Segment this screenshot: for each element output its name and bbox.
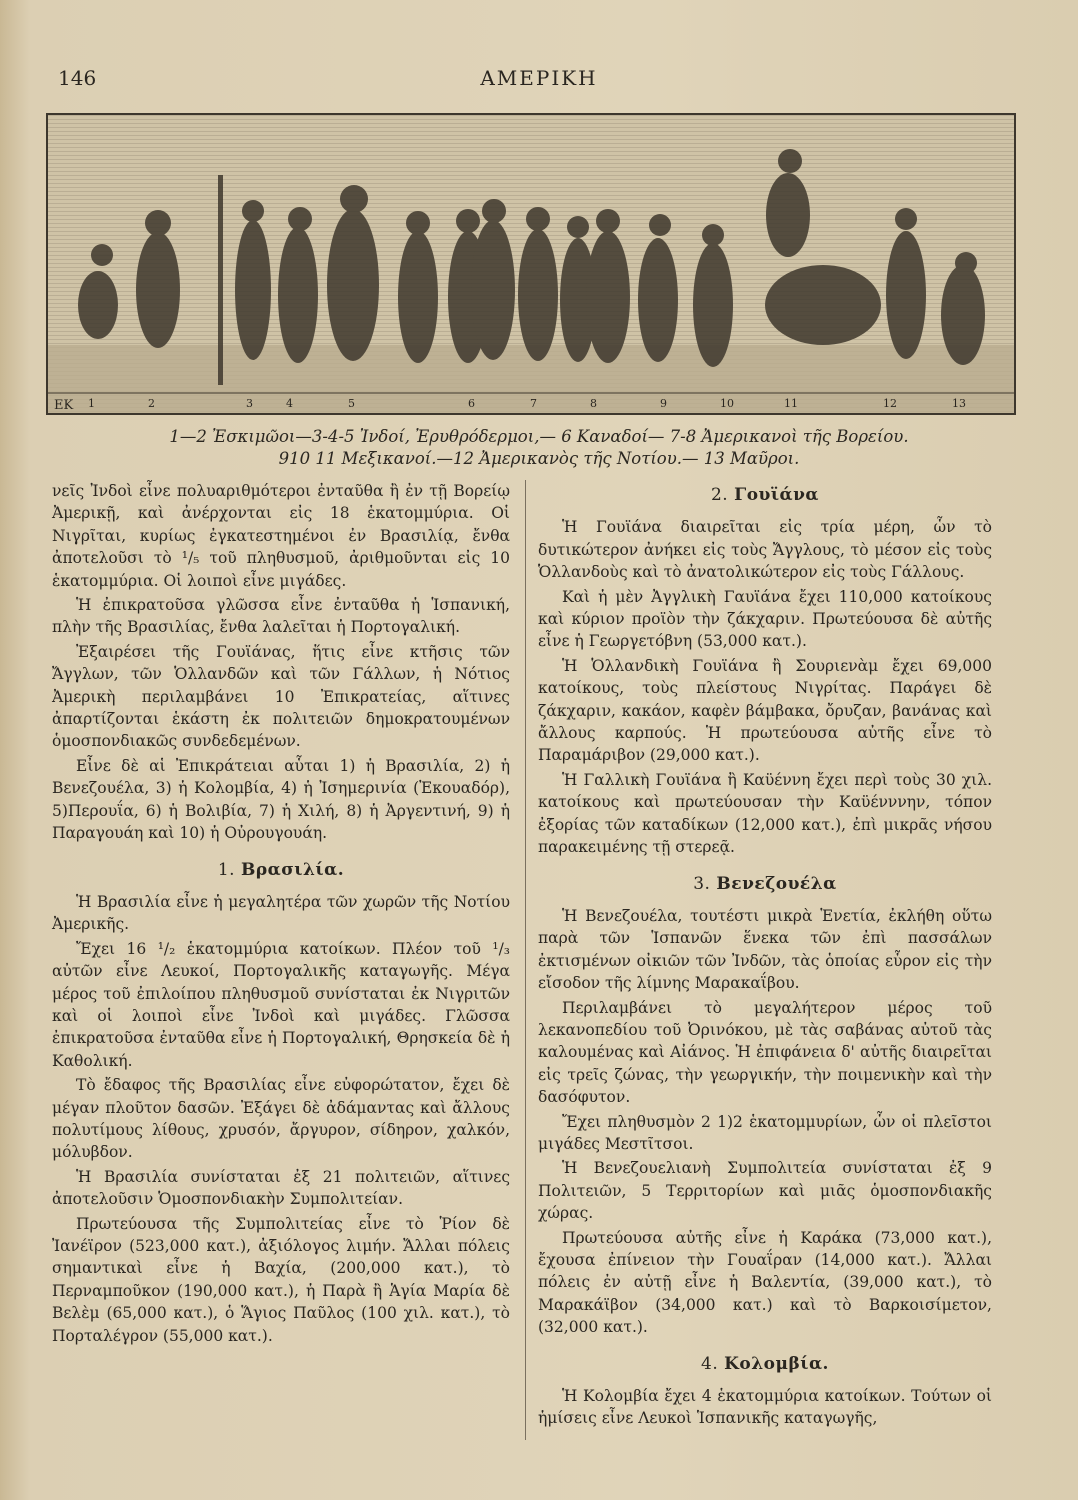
figure-number: 2	[148, 397, 155, 410]
figure-caption	[60, 426, 1018, 470]
figure-number: 3	[246, 397, 253, 410]
figure-number: 1	[88, 397, 95, 410]
section-number: 1.	[217, 859, 236, 880]
paragraph: Ἡ Βρασιλία εἶνε ἡ μεγαλητέρα τῶν χωρῶν τῆς Νοτίου Ἀμερικῆς.	[52, 892, 510, 934]
section-heading-venezuela	[538, 873, 992, 895]
paragraph: νεῖς Ἰνδοὶ εἶνε πολυαριθμότεροι ἐνταῦθα ἢ ἐν τῇ Βορείῳ Ἀμερικῇ, καὶ ἀνέρχονται εἰς 18 ἑκατομμύρια. Οἱ Νιγρῖται, κυρίως ἐγκατεστημένοι ἐν Βρασιλίᾳ, ἔνθα ἀποτελοῦσι τὸ ¹/₅ τοῦ πληθυσμοῦ, ἀριθμοῦνται εἰς 10 ἑκατομμύρια. Οἱ λοιποὶ εἶνε μιγάδες.	[52, 482, 510, 590]
paragraph: Τὸ ἔδαφος τῆς Βρασιλίας εἶνε εὐφορώτατον, ἔχει δὲ μέγαν πλοῦτον δασῶν. Ἐξάγει δὲ ἀδάμαντας καὶ ἄλλους πολυτίμους λίθους, χρυσόν, ἄργυρον, σίδηρον, χαλκόν, μόλυβδον.	[52, 1076, 510, 1162]
figure-number: 11	[784, 397, 798, 410]
figure-number: 7	[530, 397, 537, 410]
engraver-signature: ΕΚ	[54, 398, 74, 413]
paragraph: Πρωτεύουσα αὐτῆς εἶνε ἡ Καράκα (73,000 κατ.), ἔχουσα ἐπίνειον τὴν Γουαΐραν (14,000 κατ.). Ἄλλαι πόλεις ἐν αὐτῇ εἶνε ἡ Βαλεντία, (39,000 κατ.), τὸ Μαρακάϊβον (34,000 κατ.) καὶ τὸ Βαρκοισίμετον, (32,000 κατ.).	[538, 1228, 992, 1337]
figure-number: 8	[590, 397, 597, 410]
page-title: ΑΜΕΡΙΚΗ	[480, 66, 598, 90]
page-header	[0, 66, 1078, 96]
figure-number: 9	[660, 397, 667, 410]
engraving-figures	[48, 115, 1014, 413]
paragraph: Ἡ Βενεζουέλα, τουτέστι μικρὰ Ἑνετία, ἐκλήθη οὕτω παρὰ τῶν Ἱσπανῶν ἕνεκα τῶν ἐπὶ πασσάλων ἐκτισμένων οἰκιῶν τῶν Ἰνδῶν, τὰς ὁποίας εὗρον εἰς τὴν εἴσοδον τῆς λίμνης Μαρακαΐβου.	[538, 906, 992, 993]
paragraph: Ἡ Ὁλλανδικὴ Γουϊάνα ἢ Σουριενὰμ ἔχει 69,000 κατοίκους, τοὺς πλείστους Νιγρίτας. Παράγει δὲ ζάκχαριν, κακάον, καφὲν βάμβακα, ὄρυζαν, βανάνας καὶ ἄλλους καρπούς. Ἡ πρωτεύουσα αὐτῆς εἶνε τὸ Παραμάριβον (29,000 κατ.).	[538, 656, 992, 765]
paragraph: Ἡ Γουϊάνα διαιρεῖται εἰς τρία μέρη, ὧν τὸ δυτικώτερον ἀνήκει εἰς τοὺς Ἄγγλους, τὸ μέσον εἰς τοὺς Ὁλλανδοὺς καὶ τὸ ἀνατολικώτερον εἰς τοὺς Γάλλους.	[538, 518, 992, 582]
figure-number: 5	[348, 397, 355, 410]
section-title: Γουϊάνα	[734, 485, 820, 505]
paragraph: Ἔχει 16 ¹/₂ ἑκατομμύρια κατοίκων. Πλέον τοῦ ¹/₃ αὐτῶν εἶνε Λευκοί, Πορτογαλικῆς καταγωγῆς. Μέγα μέρος τοῦ ἐπιλοίπου πληθυσμοῦ συνίσταται ἐκ Νιγριτῶν καὶ οἱ λοιποὶ εἶνε Ἰνδοὶ καὶ μιγάδες. Γλῶσσα ἐπικρατοῦσα ἐνταῦθα εἶνε ἡ Πορτογαλική, Θρησκεία δὲ ἡ Καθολική.	[52, 939, 510, 1070]
left-column	[52, 480, 510, 1349]
figure-number: 12	[883, 397, 897, 410]
figure-number: 6	[468, 397, 475, 410]
section-title: Βενεζουέλα	[716, 873, 837, 894]
figure-number: 4	[286, 397, 293, 410]
section-number: 2.	[710, 485, 729, 505]
section-title: Βρασιλία.	[240, 859, 345, 880]
figure-number: 10	[720, 397, 734, 410]
section-number: 4.	[701, 1353, 719, 1374]
paragraph: Πρωτεύουσα τῆς Συμπολιτείας εἶνε τὸ Ῥίον δὲ Ἰανέϊρον (523,000 κατ.), ἀξιόλογος λιμήν. Ἄλλαι πόλεις σημαντικαὶ εἶνε ἡ Βαχία, (200,000 κατ.), τὸ Περναμποῦκον (190,000 κατ.), ἡ Παρὰ ἢ Ἁγία Μαρία δὲ Βελὲμ (65,000 κατ.), ὁ Ἅγιος Παῦλος (100 χιλ. κατ.), τὸ Πορταλέγρον (55,000 κατ.).	[52, 1214, 510, 1345]
paragraph: Καὶ ἡ μὲν Ἀγγλικὴ Γαυϊάνα ἔχει 110,000 κατοίκους καὶ κύριον προϊὸν τὴν ζάκχαριν. Πρωτεύουσα δὲ αὐτῆς εἶνε ἡ Γεωργετόβνη (53,000 κατ.).	[538, 587, 992, 651]
section-heading-colombia	[538, 1353, 992, 1375]
caption-line: 910 11 Μεξικανοί.—12 Ἀμερικανὸς τῆς Νοτίου.— 13 Μαῦροι.	[278, 449, 800, 468]
paragraph: Περιλαμβάνει τὸ μεγαλήτερον μέρος τοῦ λεκανοπεδίου τοῦ Ὀρινόκου, μὲ τὰς σαβάνας αὐτοῦ τὰς καλουμένας καὶ Αἰάνος. Ἡ ἐπιφάνεια δ' αὐτῆς διαιρεῖται εἰς τρεῖς ζώνας, τὴν γεωργικήν, τὴν ποιμενικὴν καὶ τὴν δασόφυτον.	[538, 998, 992, 1107]
column-divider	[525, 480, 526, 1440]
paragraph: Ἡ ἐπικρατοῦσα γλῶσσα εἶνε ἐνταῦθα ἡ Ἱσπανική, πλὴν τῆς Βρασιλίας, ἔνθα λαλεῖται ἡ Πορτογαλική.	[52, 596, 510, 637]
paragraph: Ἡ Γαλλικὴ Γουϊάνα ἢ Καϋέννη ἔχει περὶ τοὺς 30 χιλ. κατοίκους καὶ πρωτεύουσαν τὴν Καϋένννην, τόπον ἐξορίας τῶν καταδίκων (12,000 κατ.), ἐπὶ μικρᾶς νήσου παρακειμένης τῇ στερεᾷ.	[538, 770, 992, 857]
section-number: 3.	[693, 873, 711, 894]
section-title: Κολομβία.	[724, 1353, 829, 1374]
engraving-illustration	[46, 113, 1016, 415]
paragraph: Ἐξαιρέσει τῆς Γουϊάνας, ἥτις εἶνε κτῆσις τῶν Ἄγγλων, τῶν Ὁλλανδῶν καὶ τῶν Γάλλων, ἡ Νότιος Ἀμερικὴ περιλαμβάνει 10 Ἐπικρατείας, αἵτινες ἀπαρτίζονται ἑκάστη ἐκ πολιτειῶν δημοκρατουμένων ὁμοσπονδιακῶς συνδεδεμένων.	[52, 642, 510, 751]
paragraph: Ἡ Βρασιλία συνίσταται ἐξ 21 πολιτειῶν, αἵτινες ἀποτελοῦσιν Ὁμοσπονδιακὴν Συμπολιτείαν.	[52, 1167, 510, 1209]
paragraph: Εἶνε δὲ αἱ Ἐπικράτειαι αὗται 1) ἡ Βρασιλία, 2) ἡ Βενεζουέλα, 3) ἡ Κολομβία, 4) ἡ Ἰσημερινία (Ἐκουαδόρ), 5)Περουΐα, 6) ἡ Βολιβία, 7) ἡ Χιλή, 8) ἡ Ἀργεντινή, 9) ἡ Παραγουάη καὶ 10) ἡ Οὐρουγουάη.	[52, 756, 510, 843]
right-column	[538, 480, 992, 1432]
figure-number: 13	[952, 397, 966, 410]
page-number: 146	[58, 66, 97, 90]
paragraph: Ἡ Κολομβία ἔχει 4 ἑκατομμύρια κατοίκων. Τούτων οἱ ἡμίσεις εἶνε Λευκοὶ Ἱσπανικῆς καταγωγῆς,	[538, 1387, 992, 1428]
section-heading-brazil	[52, 859, 510, 881]
caption-line: 1—2 Ἐσκιμῶοι—3-4-5 Ἰνδοί, Ἐρυθρόδερμοι,— 6 Καναδοί— 7-8 Ἀμερικανοὶ τῆς Βορείου.	[169, 427, 909, 446]
paragraph: Ἡ Βενεζουελιανὴ Συμπολιτεία συνίσταται ἐξ 9 Πολιτειῶν, 5 Τερριτορίων καὶ μιᾶς ὁμοσπονδιακῆς χώρας.	[538, 1159, 992, 1223]
section-heading-guiana	[538, 484, 992, 506]
paragraph: Ἔχει πληθυσμὸν 2 1)2 ἑκατομμυρίων, ὧν οἱ πλεῖστοι μιγάδες Μεστῖτσοι.	[538, 1112, 992, 1153]
